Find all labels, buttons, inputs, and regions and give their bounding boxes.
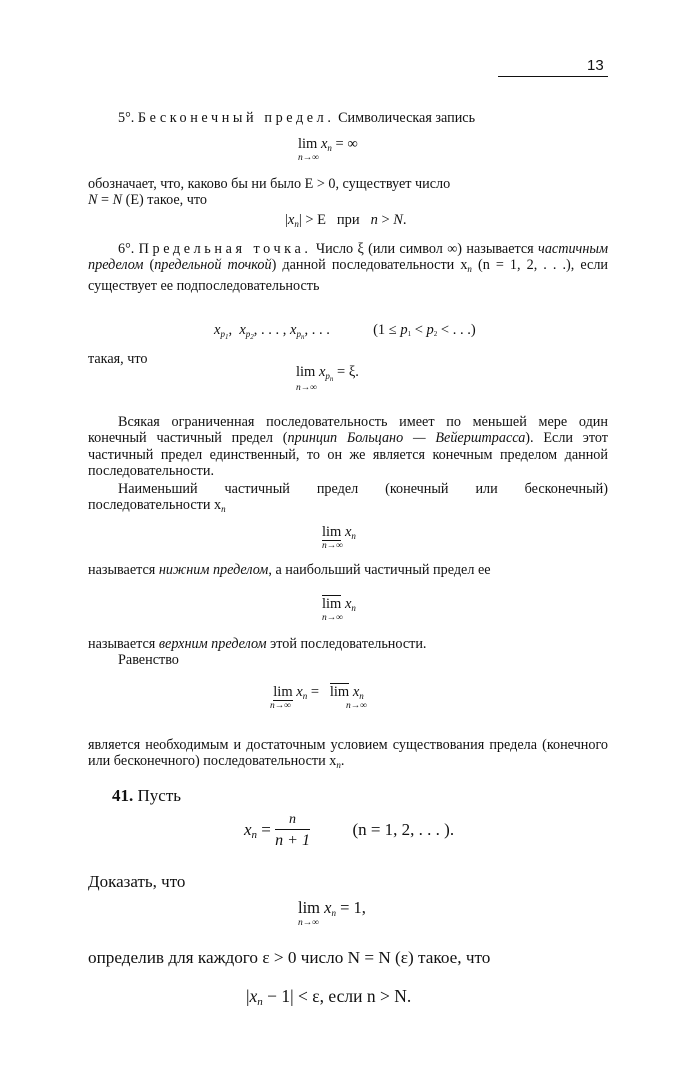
paragraph-bolzano: Всякая ограниченная последовательность имеет по меньшей мере один конечный частичный предел (принцип Больцано — Вейерштрасса). Если этот частичный предел единственный, то он же является конечным пределом данной последовательности. <box>88 414 608 480</box>
section-5-intro: Символическая запись <box>338 110 476 126</box>
section-5-heading <box>88 110 608 126</box>
problem-prove: Доказать, что <box>88 872 186 891</box>
section-5-title: Бесконечный предел. <box>137 110 335 126</box>
section-6-text: 6°. Предельная точка. Число ξ (или символ ∞) называется частичным пределом (предельной точкой) данной последовательности $x_n$ (n = 1, 2, . . .), если существует ее подпоследовательность <box>88 241 609 294</box>
problem-define-N: определив для каждого ε > 0 число N = N (ε) такое, что <box>88 948 491 967</box>
problem-number: 41. <box>112 786 134 805</box>
page-number: 13 <box>587 57 604 74</box>
formula-lim-equality: $\lim x_n = \lim x_n$ n→∞ n→∞ <box>270 684 368 711</box>
paragraph-lower-limit: называется нижним пределом, а наибольший частичный предел ее <box>88 562 491 578</box>
header-rule <box>498 76 608 77</box>
formula-lim-sup: $\lim x_n$ n→∞ <box>322 596 356 623</box>
formula-abs-gt: $|x_n| > E$ при n > N. <box>285 212 407 229</box>
problem-41-heading: 41. Пусть <box>112 786 182 805</box>
formula-final-inequality: $|x_n - 1| < \varepsilon$, если n > N. <box>246 986 412 1008</box>
formula-subsequence: $x_{p_1}$, $x_{p_2}$, . . . , $x_{p_n}$, . . . (1 ≤ p1 < p2 < . . .) <box>214 322 476 341</box>
formula-lim-xi: $\lim x_{p_n} = \xi$. n→∞ <box>296 364 359 393</box>
formula-lim-infinity: $\lim x_n$ = ∞ n→∞ <box>298 136 358 163</box>
paragraph-equality: Равенство <box>118 652 179 668</box>
section-5-text: обозначает, что, каково бы ни было E > 0, существует число N = N (E) такое, что <box>88 176 451 209</box>
formula-lim-one: $\lim x_n = 1$, n→∞ <box>298 898 366 928</box>
paragraph-necessary-condition: является необходимым и достаточным условием существования предела (конечного или бесконечного) последовательности $x_n$. <box>88 737 608 771</box>
formula-xn-fraction: $x_n$ = $\frac{n}{n + 1}$ (n = 1, 2, . . . ). <box>244 812 455 849</box>
section-5-number: 5°. <box>118 110 135 126</box>
section-6-title: Предельная точка. <box>138 241 312 257</box>
paragraph-smallest-limit: Наименьший частичный предел (конечный или бесконечный) последовательности $x_n$ <box>88 481 608 515</box>
section-6-such-that: такая, что <box>88 351 148 367</box>
paragraph-upper-limit: называется верхним пределом этой последовательности. <box>88 636 427 652</box>
formula-lim-inf: $\lim x_n$ n→∞ <box>322 524 356 551</box>
